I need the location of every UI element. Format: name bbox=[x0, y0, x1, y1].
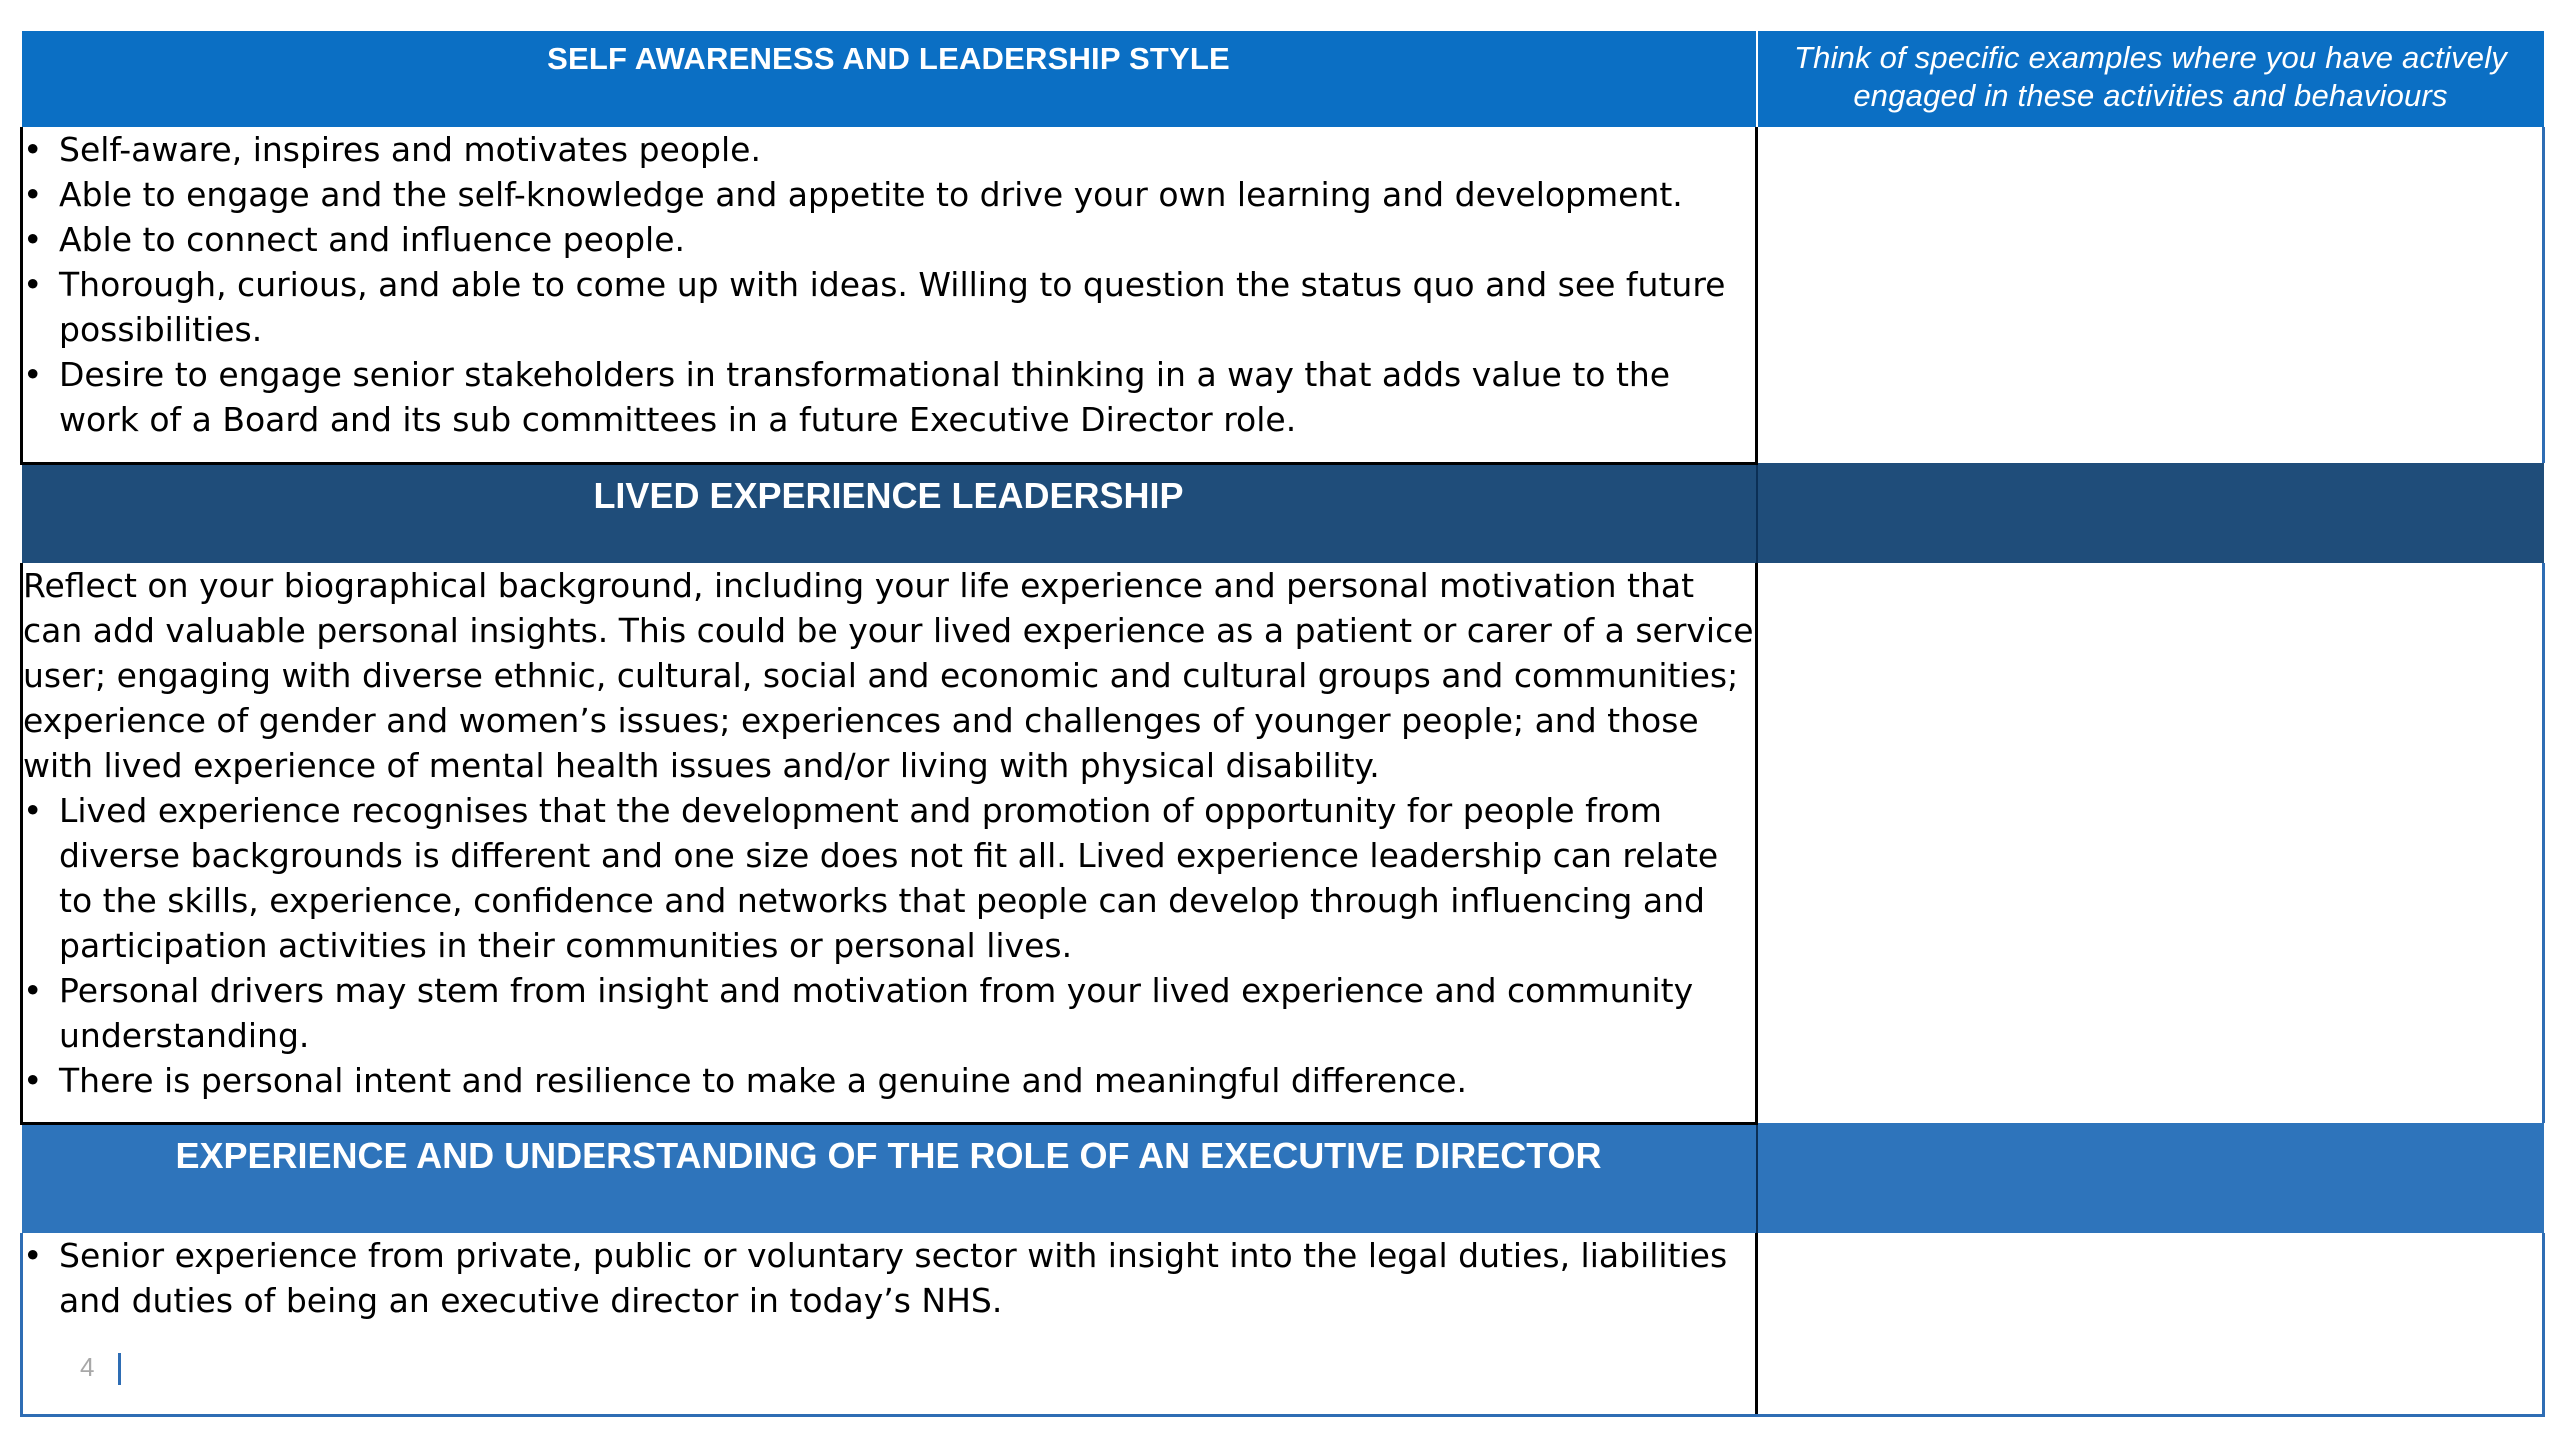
section-title: EXPERIENCE AND UNDERSTANDING OF THE ROLE OF AN EXECUTIVE DIRECTOR bbox=[22, 1123, 1757, 1233]
list-item: • Self-aware, inspires and motivates people. bbox=[23, 127, 1755, 172]
criteria-list bbox=[23, 788, 1755, 1103]
page-footer bbox=[80, 1352, 121, 1385]
list-item: • Desire to engage senior stakeholders in transformational thinking in a way that adds value to the work of a Board and its sub committees in a future Executive Director role. bbox=[23, 352, 1755, 442]
guidance-note: Think of specific examples where you have actively engaged in these activities and behaviours bbox=[1757, 31, 2544, 127]
section-title: SELF AWARENESS AND LEADERSHIP STYLE bbox=[22, 31, 1757, 127]
list-item: • There is personal intent and resilience to make a genuine and meaningful difference. bbox=[23, 1058, 1755, 1103]
page-number: 4 bbox=[80, 1352, 95, 1382]
examples-input-cell[interactable] bbox=[1757, 563, 2544, 1123]
section-body-executive-director bbox=[22, 1233, 2544, 1415]
competency-table bbox=[20, 31, 2545, 1417]
section-body-self-awareness bbox=[22, 127, 2544, 463]
footer-divider bbox=[118, 1353, 121, 1385]
list-item: • Lived experience recognises that the development and promotion of opportunity for people from diverse backgrounds is different and one size does not fit all. Lived experience leadership can relate to the skills, experience, confidence and networks that people can develop through influencing and participation activities in their communities or personal lives. bbox=[23, 788, 1755, 968]
section-header-executive-director bbox=[22, 1123, 2544, 1233]
section-title: LIVED EXPERIENCE LEADERSHIP bbox=[22, 463, 1757, 563]
list-item: • Thorough, curious, and able to come up with ideas. Willing to question the status quo and see future possibilities. bbox=[23, 262, 1755, 352]
section-header-lived-experience bbox=[22, 463, 2544, 563]
section-body-lived-experience bbox=[22, 563, 2544, 1123]
list-item: • Senior experience from private, public or voluntary sector with insight into the legal duties, liabilities and duties of being an executive director in today’s NHS. bbox=[23, 1233, 1755, 1323]
criteria-list bbox=[23, 1233, 1755, 1323]
list-item: • Able to engage and the self-knowledge and appetite to drive your own learning and development. bbox=[23, 172, 1755, 217]
intro-paragraph: Reflect on your biographical background, including your life experience and personal motivation that can add valuable personal insights. This could be your lived experience as a patient or carer of a service user; engaging with diverse ethnic, cultural, social and economic and cultural groups and communities; experience of gender and women’s issues; experiences and challenges of younger people; and those with lived experience of mental health issues and/or living with physical disability. bbox=[23, 566, 1754, 785]
section-header-self-awareness bbox=[22, 31, 2544, 127]
header-side-cell bbox=[1757, 1123, 2544, 1233]
criteria-list bbox=[23, 127, 1755, 442]
list-item: • Personal drivers may stem from insight and motivation from your lived experience and community understanding. bbox=[23, 968, 1755, 1058]
examples-input-cell[interactable] bbox=[1757, 127, 2544, 463]
criteria-cell bbox=[22, 127, 1757, 463]
header-side-cell bbox=[1757, 463, 2544, 563]
list-item: • Able to connect and influence people. bbox=[23, 217, 1755, 262]
criteria-cell bbox=[22, 563, 1757, 1123]
examples-input-cell[interactable] bbox=[1757, 1233, 2544, 1415]
criteria-cell bbox=[22, 1233, 1757, 1415]
